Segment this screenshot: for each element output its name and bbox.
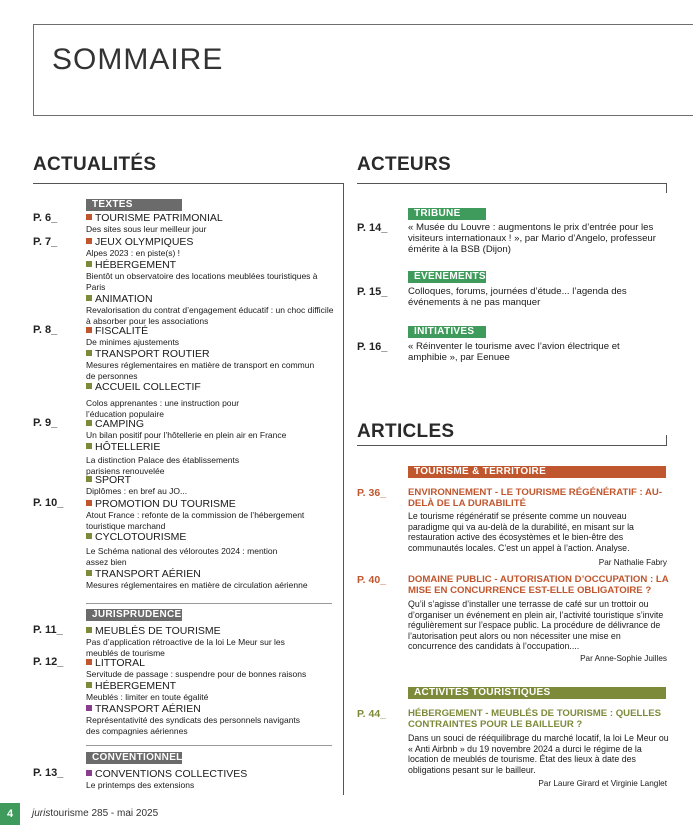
label-evenements: ÉVÉNEMENTS [408,271,486,283]
section-articles-title: ARTICLES [357,421,455,442]
list-item[interactable]: PROMOTION DU TOURISME Atout France : refonte de la commission de l’hébergement touristique marchand [86,498,305,531]
square-bullet-icon [86,238,92,244]
article-summary: Dans un souci de rééquilibrage du marché locatif, la loi Le Meur ou « Anti Airbnb » du 19 novembre 2024 a durci le régime de la location de meublés de tourisme. État des lieux à date des obligations pesant sur le bailleur. [408,733,669,775]
square-bullet-icon [86,214,92,220]
square-bullet-icon [86,627,92,633]
label-activites-touristiques: ACTIVITÉS TOURISTIQUES [408,687,666,699]
divider [357,183,667,184]
section-actualites-title: ACTUALITÉS [33,154,157,175]
evenements-text[interactable]: Colloques, forums, journées d’étude... l’agenda des événements à ne pas manquer [408,286,627,308]
title-box [33,24,693,116]
page-number: P. 12_ [33,656,64,668]
list-item[interactable]: ANIMATION Revalorisation du contrat d’engagement éducatif : un choc difficile à absorber pour les associations [86,293,334,326]
page-number: P. 10_ [33,497,64,509]
page-number-badge: 4 [0,803,20,825]
page-number: P. 15_ [357,286,388,298]
list-item[interactable]: CYCLOTOURISME Le Schéma national des véloroutes 2024 : mention assez bien [86,531,278,567]
square-bullet-icon [86,327,92,333]
page-number: P. 8_ [33,324,58,336]
list-item[interactable]: FISCALITÉ De minimes ajustements [86,325,180,347]
square-bullet-icon [86,570,92,576]
list-item[interactable]: JEUX OLYMPIQUES Alpes 2023 : en piste(s) ! [86,236,194,258]
article-author: Par Anne-Sophie Juilles [580,654,667,663]
divider-tick [666,435,667,445]
article-summary: Qu’il s’agisse d’installer une terrasse de café sur un trottoir ou d’organiser un événement en plein air, l’activité touristique s’invite régulièrement sur l’espace public. La procédure de délivrance de l’autorisation peut alors ou non nécessiter une mise en concurrence des candidats à l’occupation.... [408,599,664,652]
article-title[interactable]: HÉBERGEMENT - MEUBLÉS DE TOURISME : QUELLES CONTRAINTES POUR LE BAILLEUR ? [408,708,662,730]
square-bullet-icon [86,443,92,449]
page-number: P. 36_ [357,487,387,499]
list-item[interactable]: SPORT Diplômes : en bref au JO... [86,474,188,496]
page-title: SOMMAIRE [52,43,224,76]
list-item[interactable]: TRANSPORT ROUTIER Mesures réglementaires en matière de transport en commun de personnes [86,348,315,381]
divider [86,603,332,604]
list-item[interactable]: TOURISME PATRIMONIAL Des sites sous leur meilleur jour [86,212,223,234]
divider-tick [666,183,667,193]
page-number: P. 44_ [357,708,387,720]
square-bullet-icon [86,500,92,506]
label-tourisme-territoire: TOURISME & TERRITOIRE [408,466,666,478]
divider [357,445,667,446]
list-item[interactable]: HÉBERGEMENT Meublés : limiter en toute égalité [86,680,209,702]
square-bullet-icon [86,476,92,482]
list-item[interactable]: CAMPING Un bilan positif pour l’hôtellerie en plein air en France [86,418,287,440]
divider [86,745,332,746]
list-item[interactable]: TRANSPORT AÉRIEN Mesures réglementaires en matière de circulation aérienne [86,568,308,590]
square-bullet-icon [86,420,92,426]
list-item[interactable]: MEUBLÉS DE TOURISME Pas d’application rétroactive de la loi Le Meur sur les meublés de tourisme [86,625,285,658]
label-initiatives: INITIATIVES [408,326,486,338]
page-number: P. 14_ [357,222,388,234]
article-title[interactable]: ENVIRONNEMENT - LE TOURISME RÉGÉNÉRATIF : AU-DELÀ DE LA DURABILITÉ [408,487,663,509]
article-summary: Le tourisme régénératif se présente comme un nouveau paradigme qui va au-delà de la durabilité, en misant sur la restauration active des écosystèmes et le bien-être des communautés locales. C’est un appel à l’action. Analyse. [408,511,634,553]
square-bullet-icon [86,350,92,356]
article-author: Par Nathalie Fabry [598,558,667,567]
page-number: P. 9_ [33,417,58,429]
label-jurisprudence: JURISPRUDENCE [86,609,182,621]
list-item[interactable]: ACCUEIL COLLECTIF Colos apprenantes : une instruction pour l’éducation populaire [86,381,240,419]
section-acteurs-title: ACTEURS [357,154,451,175]
tribune-text[interactable]: « Musée du Louvre : augmentons le prix d’entrée pour les visiteurs internationaux ! », par Mario d’Angelo, professeur émérite à la BSB (Dijon) [408,222,656,255]
page-number: P. 16_ [357,341,388,353]
list-item[interactable]: HÉBERGEMENT Bientôt un observatoire des locations meublées touristiques à Paris [86,259,318,292]
page-number: P. 13_ [33,767,64,779]
initiatives-text[interactable]: « Réinventer le tourisme avec l’avion électrique et amphibie », par Eenuee [408,341,620,363]
article-title[interactable]: DOMAINE PUBLIC - AUTORISATION D’OCCUPATION : LA MISE EN CONCURRENCE EST-ELLE OBLIGATOIRE ? [408,574,669,596]
footer-journal: juristourisme 285 - mai 2025 [32,808,159,819]
label-textes: TEXTES [86,199,182,211]
page-number: P. 7_ [33,236,58,248]
list-item[interactable]: LITTORAL Servitude de passage : suspendre pour de bonnes raisons [86,657,307,679]
page-number: P. 6_ [33,212,58,224]
label-tribune: TRIBUNE [408,208,486,220]
page-number: P. 11_ [33,624,63,636]
article-author: Par Laure Girard et Virginie Langlet [538,779,667,788]
page-number: P. 40_ [357,574,387,586]
square-bullet-icon [86,383,92,389]
label-conventionnel: CONVENTIONNEL [86,752,182,764]
square-bullet-icon [86,295,92,301]
square-bullet-icon [86,261,92,267]
square-bullet-icon [86,705,92,711]
list-item[interactable]: TRANSPORT AÉRIEN Représentativité des syndicats des personnels navigants des compagnies aériennes [86,703,301,736]
list-item[interactable]: CONVENTIONS COLLECTIVES Le printemps des extensions [86,768,248,790]
square-bullet-icon [86,770,92,776]
square-bullet-icon [86,533,92,539]
square-bullet-icon [86,682,92,688]
divider [33,183,343,184]
square-bullet-icon [86,659,92,665]
list-item[interactable]: HÔTELLERIE La distinction Palace des établissements parisiens renouvelée [86,441,240,476]
